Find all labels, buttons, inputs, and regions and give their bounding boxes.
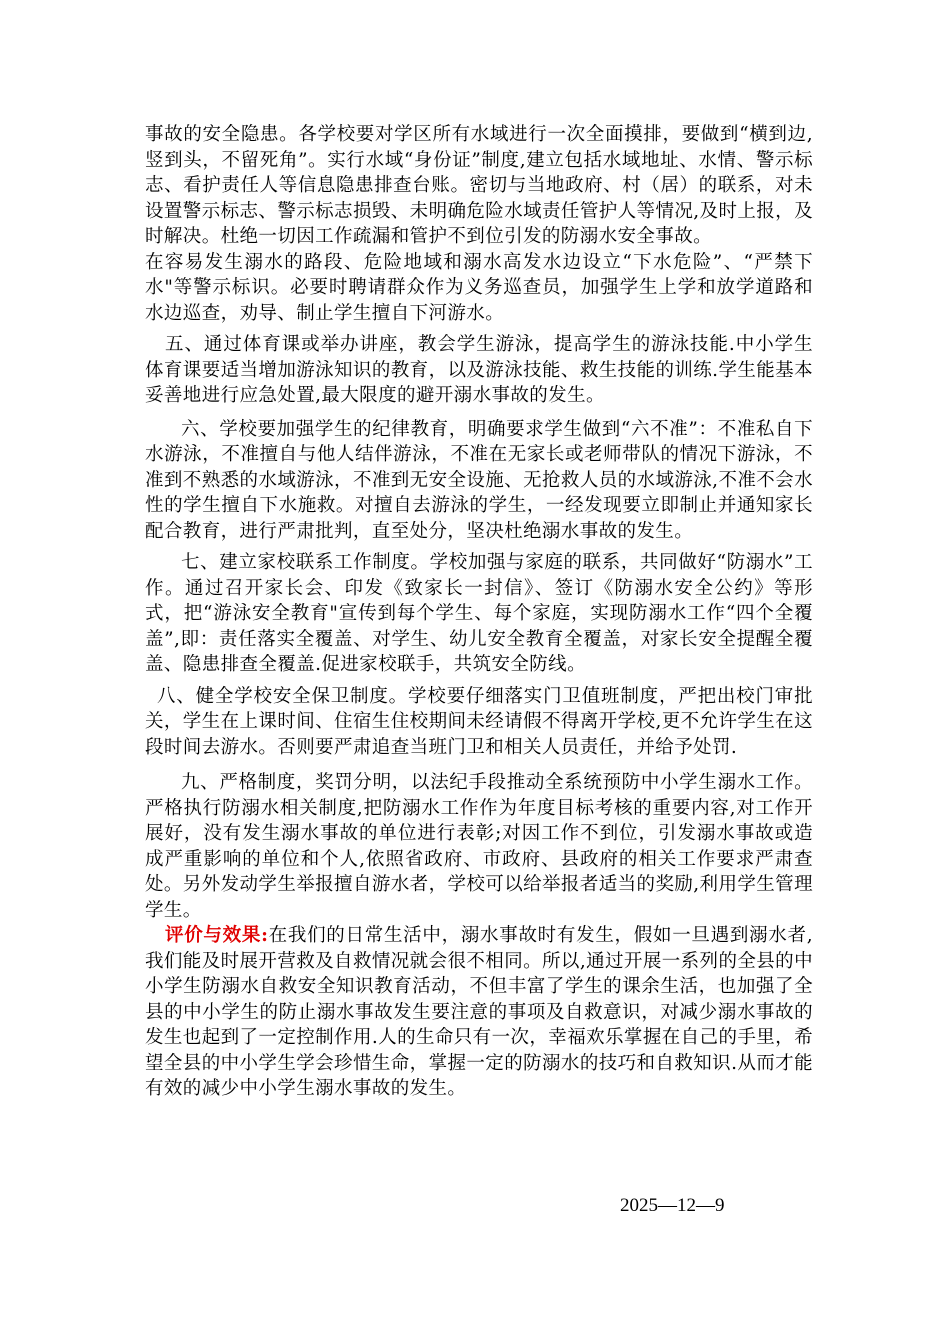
paragraph-section-9-rewards: 九、严格制度，奖罚分明，以法纪手段推动全系统预防中小学生溺水工作。严格执行防溺水相关制度,把防溺水工作作为年度目标考核的重要内容,对工作开展好，没有发生溺水事故的单位进行表彰;对因工作不到位，引发溺水事故或造成严重影响的单位和个人,依照省政府、市政府、县政府的相关工作要求严肃查处。另外发动学生举报擅自游水者，学校可以给举报者适当的奖励,利用学生管理学生。 <box>145 772 813 921</box>
paragraph-warning-signs: 在容易发生溺水的路段、危险地域和溺水高发水边设立“下水危险”、“严禁下水"等警示标识。必要时聘请群众作为义务巡查员，加强学生上学和放学道路和水边巡查，劝导、制止学生擅自下河游水。 <box>145 251 813 324</box>
paragraph-section-5-swimming: 五、通过体育课或举办讲座，教会学生游泳，提高学生的游泳技能.中小学生体育课要适当增加游泳知识的教育，以及游泳技能、救生技能的训练.学生能基本妥善地进行应急处置,最大限度的避开溺水事故的发生。 <box>145 334 813 406</box>
paragraph-evaluation <box>145 923 813 1102</box>
paragraph-section-8-security: 八、健全学校安全保卫制度。学校要仔细落实门卫值班制度，严把出校门审批关，学生在上课时间、住宿生住校期间未经请假不得离开学校,更不允许学生在这段时间去游水。否则要严肃追查当班门卫和相关人员责任，并给予处罚. <box>145 685 813 758</box>
document-body <box>145 122 813 1102</box>
document-date: 2025—12—9 <box>620 1195 725 1216</box>
paragraph-hazard-survey: 事故的安全隐患。各学校要对学区所有水域进行一次全面摸排，要做到“横到边,竖到头，不留死角”。实行水域“身份证”制度,建立包括水域地址、水情、警示标志、看护责任人等信息隐患排查台账。密切与当地政府、村（居）的联系，对未设置警示标志、警示标志损毁、未明确危险水域责任管护人等情况,及时上报，及时解决。杜绝一切因工作疏漏和管护不到位引发的防溺水安全事故。 <box>145 124 813 247</box>
evaluation-text: 在我们的日常生活中，溺水事故时有发生，假如一旦遇到溺水者,我们能及时展开营救及自救情况就会很不相同。所以,通过开展一系列的全县的中小学生防溺水自救安全知识教育活动，不但丰富了学生的课余生活，也加强了全县的中小学生的防止溺水事故发生要注意的事项及自救意识，对减少溺水事故的发生也起到了一定控制作用.人的生命只有一次，幸福欢乐掌握在自己的手里，希望全县的中小学生学会珍惜生命，掌握一定的防溺水的技巧和自救知识.从而才能有效的减少中小学生溺水事故的发生。 <box>145 925 814 1099</box>
evaluation-lead-label: 评价与效果: <box>165 925 269 946</box>
paragraph-section-6-discipline: 六、学校要加强学生的纪律教育，明确要求学生做到“六不准”：不准私自下水游泳，不准擅自与他人结伴游泳，不准在无家长或老师带队的情况下游泳，不准到不熟悉的水域游泳，不准到无安全设施、无抢救人员的水域游泳,不准不会水性的学生擅自下水施救。对擅自去游泳的学生，一经发现要立即制止并通知家长配合教育，进行严肃批判，直至处分，坚决杜绝溺水事故的发生。 <box>145 418 813 542</box>
paragraph-section-7-home-school: 七、建立家校联系工作制度。学校加强与家庭的联系，共同做好“防溺水”工作。通过召开家长会、印发《致家长一封信》、签订《防溺水安全公约》等形式，把“游泳安全教育"宣传到每个学生、每个家庭，实现防溺水工作“四个全覆盖”,即：责任落实全覆盖、对学生、幼儿安全教育全覆盖，对家长安全提醒全覆盖、隐患排查全覆盖.促进家校联手，共筑安全防线。 <box>145 552 813 675</box>
